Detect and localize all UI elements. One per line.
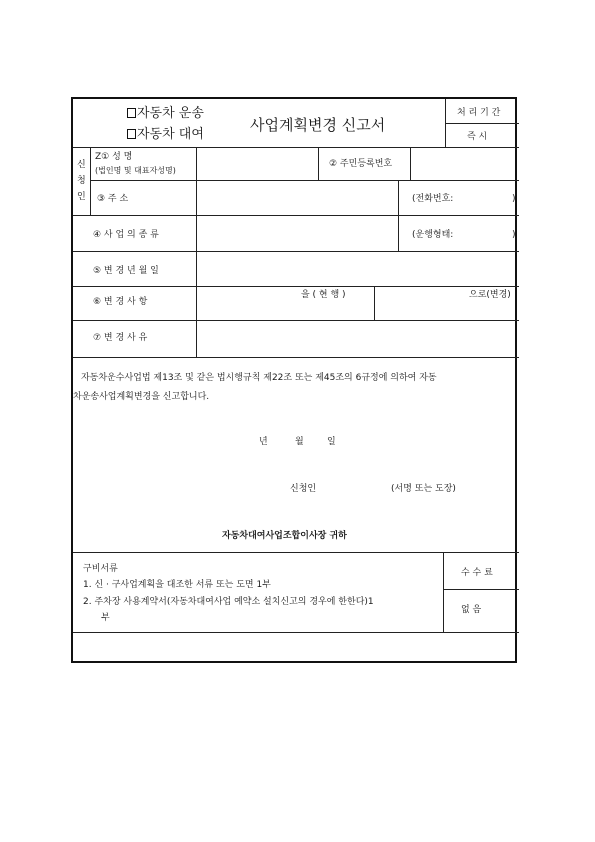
signature-note: (서명 또는 도장)	[391, 484, 456, 494]
applicant-group-label-1: 신	[77, 160, 86, 170]
required-docs-title: 구비서류	[83, 564, 118, 574]
applicant-signature-label: 신청인	[290, 484, 317, 494]
divider	[73, 286, 519, 287]
business-type-field[interactable]	[197, 216, 397, 250]
name-field[interactable]	[197, 148, 317, 180]
address-field[interactable]	[197, 181, 397, 214]
change-items-label: ⑥ 변 경 사 항	[93, 297, 148, 307]
date-year-label: 년	[259, 437, 268, 447]
date-day-label: 일	[327, 437, 336, 447]
divider	[398, 180, 399, 215]
change-from-field[interactable]	[197, 304, 372, 319]
processing-period-label: 처 리 기 간	[457, 108, 501, 118]
divider	[73, 357, 519, 358]
option-rental[interactable]	[127, 128, 204, 141]
name-label: Z① 성 명	[95, 152, 133, 162]
required-doc-1: 1. 신 · 구사업계획을 대조한 서류 또는 도면 1부	[83, 580, 271, 590]
divider	[443, 552, 444, 632]
change-to-label: 으로(변경)	[469, 290, 511, 300]
addressee: 자동차대여사업조합이사장 귀하	[222, 531, 347, 541]
operation-type-field[interactable]	[463, 227, 509, 243]
phone-close: )	[512, 194, 516, 204]
address-label: ③ 주 소	[97, 194, 129, 204]
option-rental-label: 자동차 대여	[137, 127, 204, 142]
change-date-label: ⑤ 변 경 년 월 일	[93, 266, 159, 276]
checkbox-icon[interactable]	[127, 129, 136, 139]
form-title: 사업계획변경 신고서	[250, 116, 386, 134]
applicant-group-label-3: 인	[77, 192, 86, 202]
required-doc-2: 2. 주차장 사용계약서(자동차대여사업 예약소 설치신고의 경우에 한한다)1	[83, 597, 374, 607]
fee-value: 없 음	[461, 605, 482, 615]
option-transport-label: 자동차 운송	[137, 106, 204, 121]
change-reason-label: ⑦ 변 경 사 유	[93, 333, 148, 343]
divider	[445, 123, 519, 124]
statement-line-1: 자동차운수사업법 제13조 및 같은 법시행규칙 제22조 또는 제45조의 6규정에 의하여 자동	[81, 373, 437, 383]
divider	[318, 147, 319, 180]
resident-id-label: ② 주민등록번호	[329, 159, 393, 169]
change-from-label: 을 ( 현 행 )	[301, 290, 346, 300]
change-date-field[interactable]	[197, 252, 517, 285]
divider	[73, 632, 519, 633]
name-sub-label: (법인명 및 대표자성명)	[95, 166, 176, 175]
divider	[443, 589, 519, 590]
phone-label: (전화번호:	[412, 194, 454, 204]
applicant-group-label-2: 청	[77, 176, 86, 186]
resident-id-field[interactable]	[411, 148, 517, 180]
change-reason-field[interactable]	[197, 321, 517, 356]
signature-field[interactable]	[323, 479, 387, 497]
operation-type-close: )	[512, 230, 516, 240]
report-form	[71, 97, 517, 663]
divider	[398, 215, 399, 251]
checkbox-icon[interactable]	[127, 108, 136, 118]
change-to-field[interactable]	[375, 304, 517, 319]
statement-line-2: 차운송사업계획변경을 신고합니다.	[73, 392, 210, 402]
required-doc-2-cont: 부	[101, 613, 110, 623]
option-transport[interactable]	[127, 107, 204, 120]
processing-period-value: 즉 시	[467, 132, 488, 142]
fee-label: 수 수 료	[461, 568, 493, 578]
divider	[90, 147, 91, 215]
phone-field[interactable]	[468, 191, 510, 207]
operation-type-label: (운행형태:	[412, 230, 454, 240]
business-type-label: ④ 사 업 의 종 류	[93, 230, 159, 240]
divider	[73, 552, 519, 553]
date-month-label: 월	[295, 437, 304, 447]
